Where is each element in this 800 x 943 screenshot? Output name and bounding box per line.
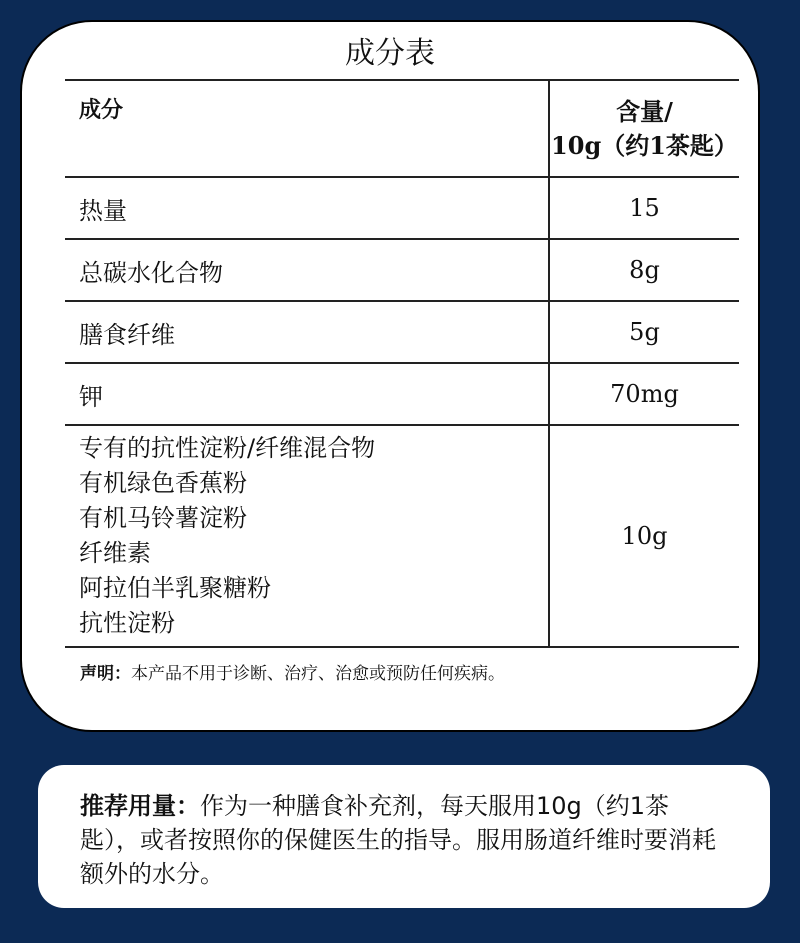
ingredient-name: 膳食纤维 bbox=[65, 301, 549, 363]
disclaimer bbox=[80, 662, 505, 686]
disclaimer-label: 声明： bbox=[80, 664, 131, 684]
blend-line: 专有的抗性淀粉/纤维混合物 bbox=[79, 434, 376, 462]
header-ingredient: 成分 bbox=[65, 80, 549, 177]
ingredient-name: 钾 bbox=[65, 363, 549, 425]
table-row bbox=[65, 177, 739, 239]
facts-table bbox=[65, 79, 739, 648]
table-row bbox=[65, 301, 739, 363]
dosage-label: 推荐用量： bbox=[80, 792, 200, 820]
disclaimer-text: 本产品不用于诊断、治疗、治愈或预防任何疾病。 bbox=[131, 664, 505, 684]
header-amount-line2: 10g（约1茶匙） bbox=[551, 130, 738, 160]
table-header-row bbox=[65, 80, 739, 177]
dosage-text: 作为一种膳食补充剂，每天服用10g（约1茶匙），或者按照你的保健医生的指导。服用肠道纤维时要消耗额外的水分。 bbox=[80, 792, 716, 888]
ingredient-amount: 70mg bbox=[549, 363, 739, 425]
ingredient-amount: 8g bbox=[549, 239, 739, 301]
ingredient-amount: 5g bbox=[549, 301, 739, 363]
ingredient-amount: 15 bbox=[549, 177, 739, 239]
supplement-facts-card bbox=[20, 20, 760, 732]
header-amount-line1: 含量/ bbox=[616, 96, 673, 126]
blend-line: 纤维素 bbox=[79, 539, 151, 567]
blend-ingredients bbox=[65, 425, 549, 647]
panel-title: 成分表 bbox=[345, 36, 435, 71]
ingredient-name: 热量 bbox=[65, 177, 549, 239]
table-row bbox=[65, 363, 739, 425]
ingredient-name: 总碳水化合物 bbox=[65, 239, 549, 301]
blend-line: 抗性淀粉 bbox=[79, 609, 175, 637]
blend-line: 有机马铃薯淀粉 bbox=[79, 504, 247, 532]
blend-amount: 10g bbox=[549, 425, 739, 647]
dosage-card bbox=[38, 765, 770, 908]
header-amount bbox=[549, 80, 739, 177]
blend-line: 阿拉伯半乳聚糖粉 bbox=[79, 574, 271, 602]
table-row-blend bbox=[65, 425, 739, 647]
blend-line: 有机绿色香蕉粉 bbox=[79, 469, 247, 497]
table-row bbox=[65, 239, 739, 301]
